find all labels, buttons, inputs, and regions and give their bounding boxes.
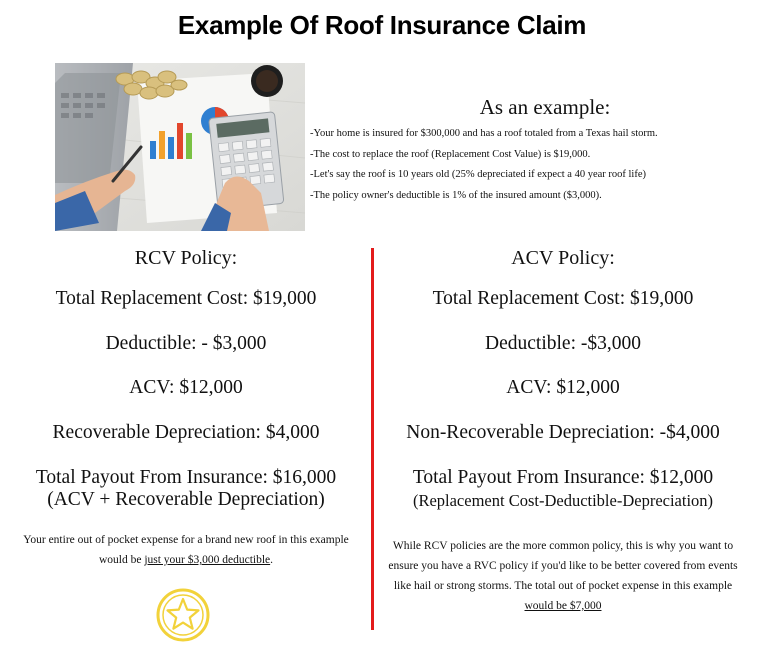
acv-acv: ACV: $12,000 (506, 377, 620, 398)
acv-deductible: Deductible: -$3,000 (485, 333, 641, 354)
acv-non-recoverable-depreciation: Non-Recoverable Depreciation: -$4,000 (406, 422, 720, 443)
page-title: Example Of Roof Insurance Claim (177, 10, 587, 40)
acv-total-replacement-cost: Total Replacement Cost: $19,000 (432, 288, 694, 309)
rcv-payout-formula: (ACV + Recoverable Depreciation) (47, 489, 325, 510)
star-badge-icon (155, 587, 211, 643)
rcv-total-payout: Total Payout From Insurance: $16,000 (35, 467, 337, 488)
acv-payout-formula: (Replacement Cost-Deductible-Depreciation) (412, 491, 714, 510)
example-heading: As an example: (479, 95, 611, 119)
rcv-note-text: Your entire out of pocket expense for a brand new roof in this example would be (23, 534, 349, 566)
example-line-deductible: -The policy owner's deductible is 1% of the insured amount ($3,000). (310, 189, 602, 201)
example-details (310, 124, 764, 206)
rcv-heading: RCV Policy: (134, 247, 238, 269)
example-line-roof-age: -Let's say the roof is 10 years old (25% depreciated if expect a 40 year roof life) (310, 169, 647, 180)
acv-note (378, 536, 748, 616)
rcv-note-highlight: just your $3,000 deductible (144, 554, 271, 566)
acv-note-text: While RCV policies are the more common policy, this is why you want to ensure you have a RVC policy if you'd like to be better covered from events like hail or strong storms. The total out of pocket expense in this example (388, 540, 738, 592)
rcv-recoverable-depreciation: Recoverable Depreciation: $4,000 (52, 422, 320, 443)
acv-note-highlight: would be $7,000 (524, 600, 602, 612)
acv-total-payout: Total Payout From Insurance: $12,000 (412, 467, 714, 488)
example-line-replacement-cost: -The cost to replace the roof (Replacement Cost Value) is $19,000. (310, 148, 591, 160)
column-divider (371, 248, 374, 630)
rcv-note-suffix: . (270, 554, 274, 566)
rcv-acv: ACV: $12,000 (129, 377, 243, 398)
example-line-home-insured: -Your home is insured for $300,000 and has a roof totaled from a Texas hail storm. (310, 128, 658, 139)
calculator-laptop-photo (55, 63, 305, 231)
rcv-total-replacement-cost: Total Replacement Cost: $19,000 (55, 288, 317, 309)
acv-heading: ACV Policy: (511, 247, 615, 269)
rcv-deductible: Deductible: - $3,000 (105, 333, 267, 354)
rcv-note (1, 530, 371, 570)
